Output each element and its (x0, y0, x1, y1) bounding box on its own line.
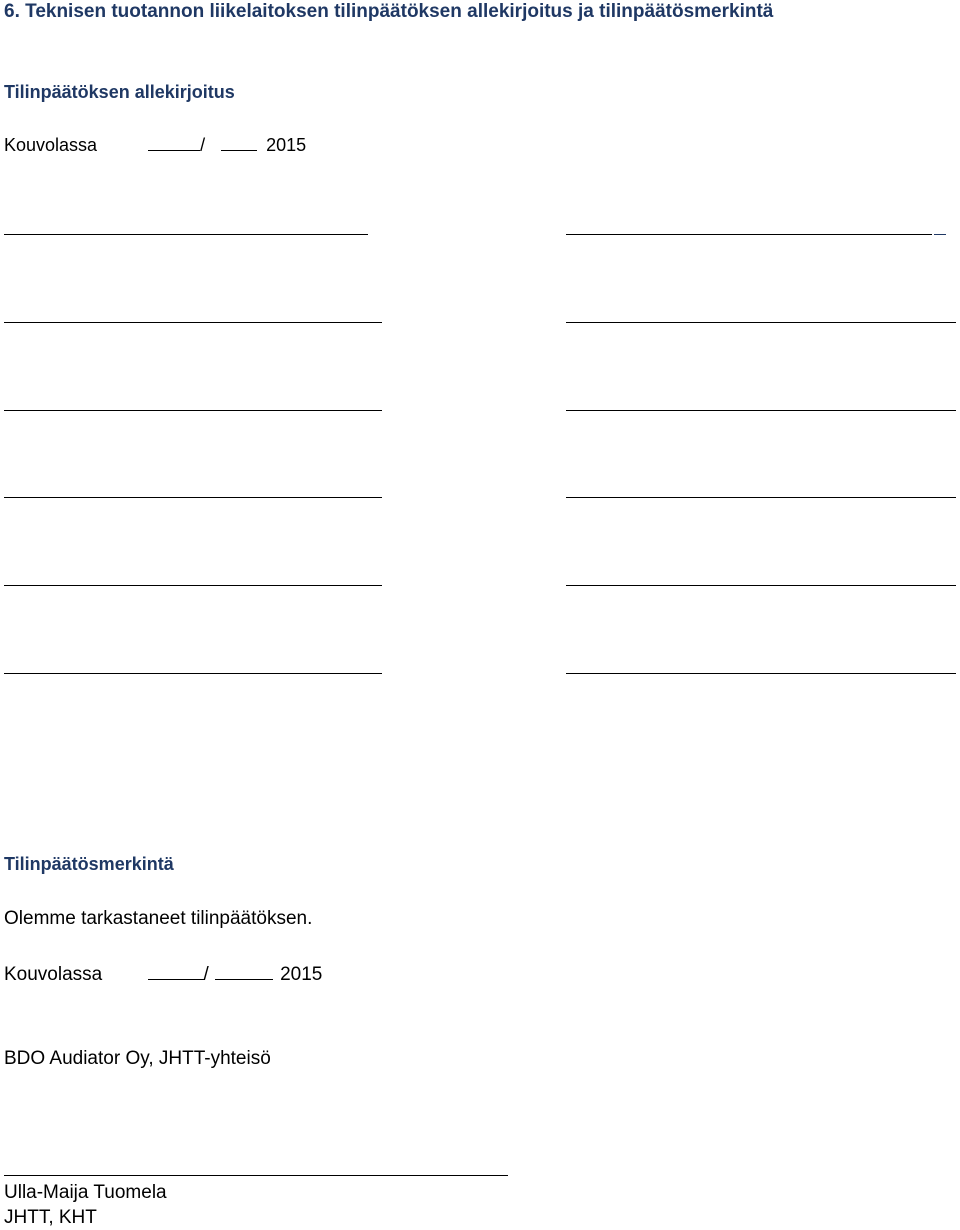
auditor-firm: BDO Audiator Oy, JHTT-yhteisö (4, 1048, 271, 1069)
signature-line-right-1[interactable] (566, 234, 932, 235)
signature-line-left-5[interactable] (4, 585, 382, 586)
auditor-title: JHTT, KHT (4, 1207, 97, 1228)
audit-month-blank[interactable] (215, 963, 273, 980)
auditor-name: Ulla-Maija Tuomela (4, 1182, 167, 1203)
signature-line-right-4[interactable] (566, 497, 956, 498)
signature-line-left-3[interactable] (4, 410, 382, 411)
auditor-signature-line[interactable] (4, 1175, 508, 1176)
signature-line-right-6[interactable] (566, 673, 956, 674)
signature-line-right-3[interactable] (566, 410, 956, 411)
signature-place: Kouvolassa (4, 135, 98, 155)
audit-statement: Olemme tarkastaneet tilinpäätöksen. (4, 908, 313, 929)
audit-date-line (4, 963, 322, 986)
signature-line-left-1[interactable] (4, 234, 368, 235)
signature-year: 2015 (266, 135, 307, 155)
signature-month-blank[interactable] (221, 134, 257, 151)
signature-line-right-2[interactable] (566, 322, 956, 323)
signature-line-right-1-tail (934, 234, 946, 235)
audit-day-blank[interactable] (148, 963, 204, 980)
signature-line-left-6[interactable] (4, 673, 382, 674)
audit-place: Kouvolassa (4, 964, 103, 985)
section-title: 6. Teknisen tuotannon liikelaitoksen tilinpäätöksen allekirjoitus ja tilinpäätösmerkintä (4, 1, 774, 22)
signature-line-left-4[interactable] (4, 497, 382, 498)
audit-year: 2015 (280, 964, 323, 985)
signature-line-left-2[interactable] (4, 322, 382, 323)
signature-line-right-5[interactable] (566, 585, 956, 586)
signature-date-separator: / (200, 135, 206, 155)
signature-day-blank[interactable] (148, 134, 200, 151)
audit-date-separator: / (203, 964, 209, 985)
audit-heading: Tilinpäätösmerkintä (4, 854, 174, 874)
signature-heading: Tilinpäätöksen allekirjoitus (4, 82, 235, 102)
signature-date-line (4, 134, 306, 156)
